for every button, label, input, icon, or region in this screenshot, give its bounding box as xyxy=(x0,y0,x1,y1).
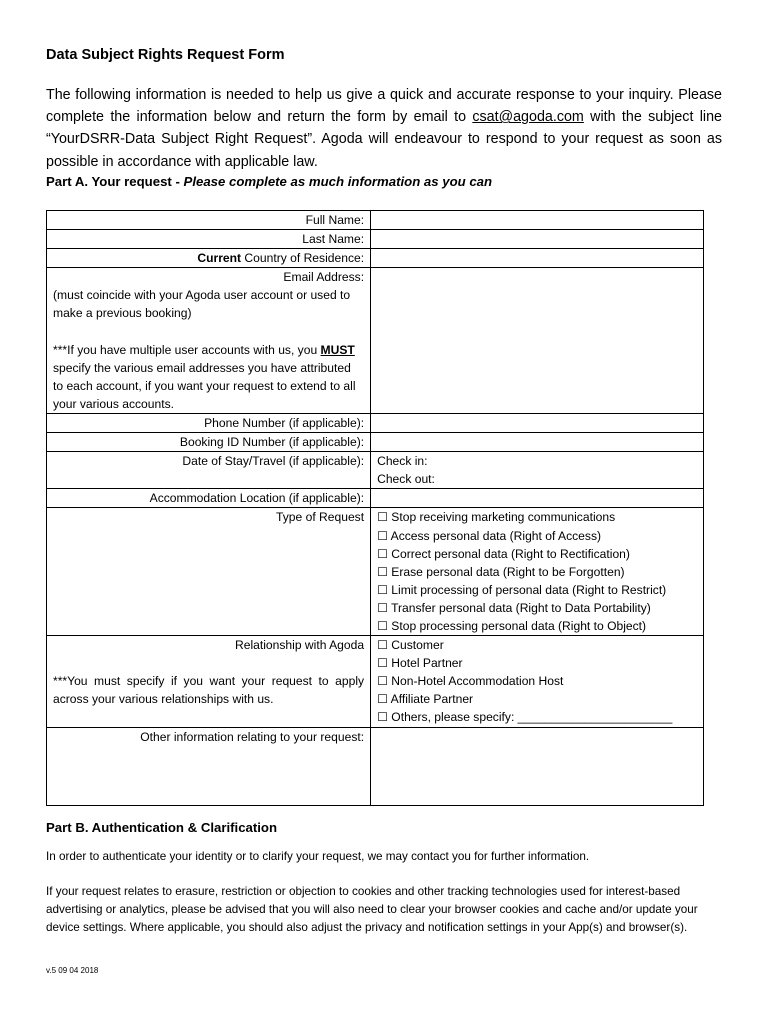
country-label: Current Country of Residence: xyxy=(47,249,371,268)
table-row xyxy=(47,268,704,414)
contact-email-link[interactable]: csat@agoda.com xyxy=(472,109,584,126)
relationship-note: ***You must specify if you want your request to apply across your various relationships with us. xyxy=(53,674,365,707)
table-row xyxy=(47,413,704,432)
relationship-option-hotel-partner[interactable]: ☐ Hotel Partner xyxy=(377,656,463,671)
last-name-label: Last Name: xyxy=(47,230,371,249)
request-option-portability[interactable]: ☐ Transfer personal data (Right to Data Portability) xyxy=(377,600,651,615)
relationship-option-others[interactable]: ☐ Others, please specify: _______________________ xyxy=(377,710,673,725)
request-option-access[interactable]: ☐ Access personal data (Right of Access) xyxy=(377,528,602,543)
request-option-marketing[interactable]: ☐ Stop receiving marketing communications xyxy=(377,510,616,525)
part-b-heading: Part B. Authentication & Clarification xyxy=(46,820,278,835)
part-b-paragraph-1: In order to authenticate your identity or to clarify your request, we may contact you for further information. xyxy=(46,850,590,863)
part-a-heading: Part A. Your request - Please complete as much information as you can xyxy=(46,174,493,189)
country-field[interactable] xyxy=(371,249,704,268)
request-option-restrict[interactable]: ☐ Limit processing of personal data (Right to Restrict) xyxy=(377,582,667,597)
request-option-rectification[interactable]: ☐ Correct personal data (Right to Rectification) xyxy=(377,546,630,561)
request-option-object[interactable]: ☐ Stop processing personal data (Right to Object) xyxy=(377,618,647,633)
booking-id-field[interactable] xyxy=(371,433,704,452)
phone-label: Phone Number (if applicable): xyxy=(47,413,371,432)
table-row xyxy=(47,433,704,452)
email-label: Email Address: xyxy=(283,270,365,285)
intro-paragraph xyxy=(46,84,722,173)
version-label: v.5 09 04 2018 xyxy=(46,966,99,975)
table-row xyxy=(47,230,704,249)
date-stay-label: Date of Stay/Travel (if applicable): xyxy=(47,452,371,489)
other-info-label: Other information relating to your request: xyxy=(47,727,371,805)
email-multi-note: ***If you have multiple user accounts with us, you MUST specify the various email addresses you have attributed to each account, if you want your request to extend to all your various accounts. xyxy=(53,342,356,411)
relationship-options xyxy=(371,636,704,727)
part-a-instruction: Please complete as much information as you can xyxy=(183,174,493,189)
relationship-option-host[interactable]: ☐ Non-Hotel Accommodation Host xyxy=(377,674,564,689)
last-name-field[interactable] xyxy=(371,230,704,249)
table-row xyxy=(47,727,704,805)
relationship-option-customer[interactable]: ☐ Customer xyxy=(377,638,444,653)
email-label-cell xyxy=(47,268,371,414)
intro-text-before: The following information is needed to help us give a quick and accurate response to your inquiry. Please complete the information below and return the form by email to xyxy=(46,87,722,126)
other-info-field[interactable] xyxy=(371,727,704,805)
phone-field[interactable] xyxy=(371,413,704,432)
table-row xyxy=(47,489,704,508)
table-row xyxy=(47,211,704,230)
date-stay-field[interactable] xyxy=(371,452,704,489)
full-name-field[interactable] xyxy=(371,211,704,230)
request-form-table xyxy=(46,210,704,806)
intro-text-after: with the subject line “YourDSRR-Data Subject Right Request”. Agoda will endeavour to respond to your request as soon as possible in accordance with applicable law. xyxy=(46,109,723,170)
check-out-label: Check out: xyxy=(377,472,435,487)
check-in-label: Check in: xyxy=(377,454,428,469)
table-row xyxy=(47,636,704,727)
booking-id-label: Booking ID Number (if applicable): xyxy=(47,433,371,452)
table-row xyxy=(47,249,704,268)
table-row xyxy=(47,452,704,489)
request-option-erasure[interactable]: ☐ Erase personal data (Right to be Forgotten) xyxy=(377,564,625,579)
part-b-paragraph-2: If your request relates to erasure, restriction or objection to cookies and other tracking technologies used for interest-based advertising or analytics, please be advised that you will also need to clear your browser cookies and cache and/or update your device settings. Where applicable, you should also adjust the privacy and notification settings in your App(s) and browser(s). xyxy=(46,885,698,935)
type-request-options xyxy=(371,508,704,636)
accommodation-label: Accommodation Location (if applicable): xyxy=(47,489,371,508)
relationship-label: Relationship with Agoda xyxy=(235,638,365,653)
accommodation-field[interactable] xyxy=(371,489,704,508)
type-request-label: Type of Request xyxy=(47,508,371,636)
table-row xyxy=(47,508,704,636)
must-emphasis: MUST xyxy=(320,342,355,357)
full-name-label: Full Name: xyxy=(47,211,371,230)
email-note: (must coincide with your Agoda user account or used to make a previous booking) xyxy=(53,288,351,321)
relationship-label-cell xyxy=(47,636,371,727)
form-title: Data Subject Rights Request Form xyxy=(46,47,285,63)
email-field[interactable] xyxy=(371,268,704,414)
relationship-option-affiliate[interactable]: ☐ Affiliate Partner xyxy=(377,692,474,707)
